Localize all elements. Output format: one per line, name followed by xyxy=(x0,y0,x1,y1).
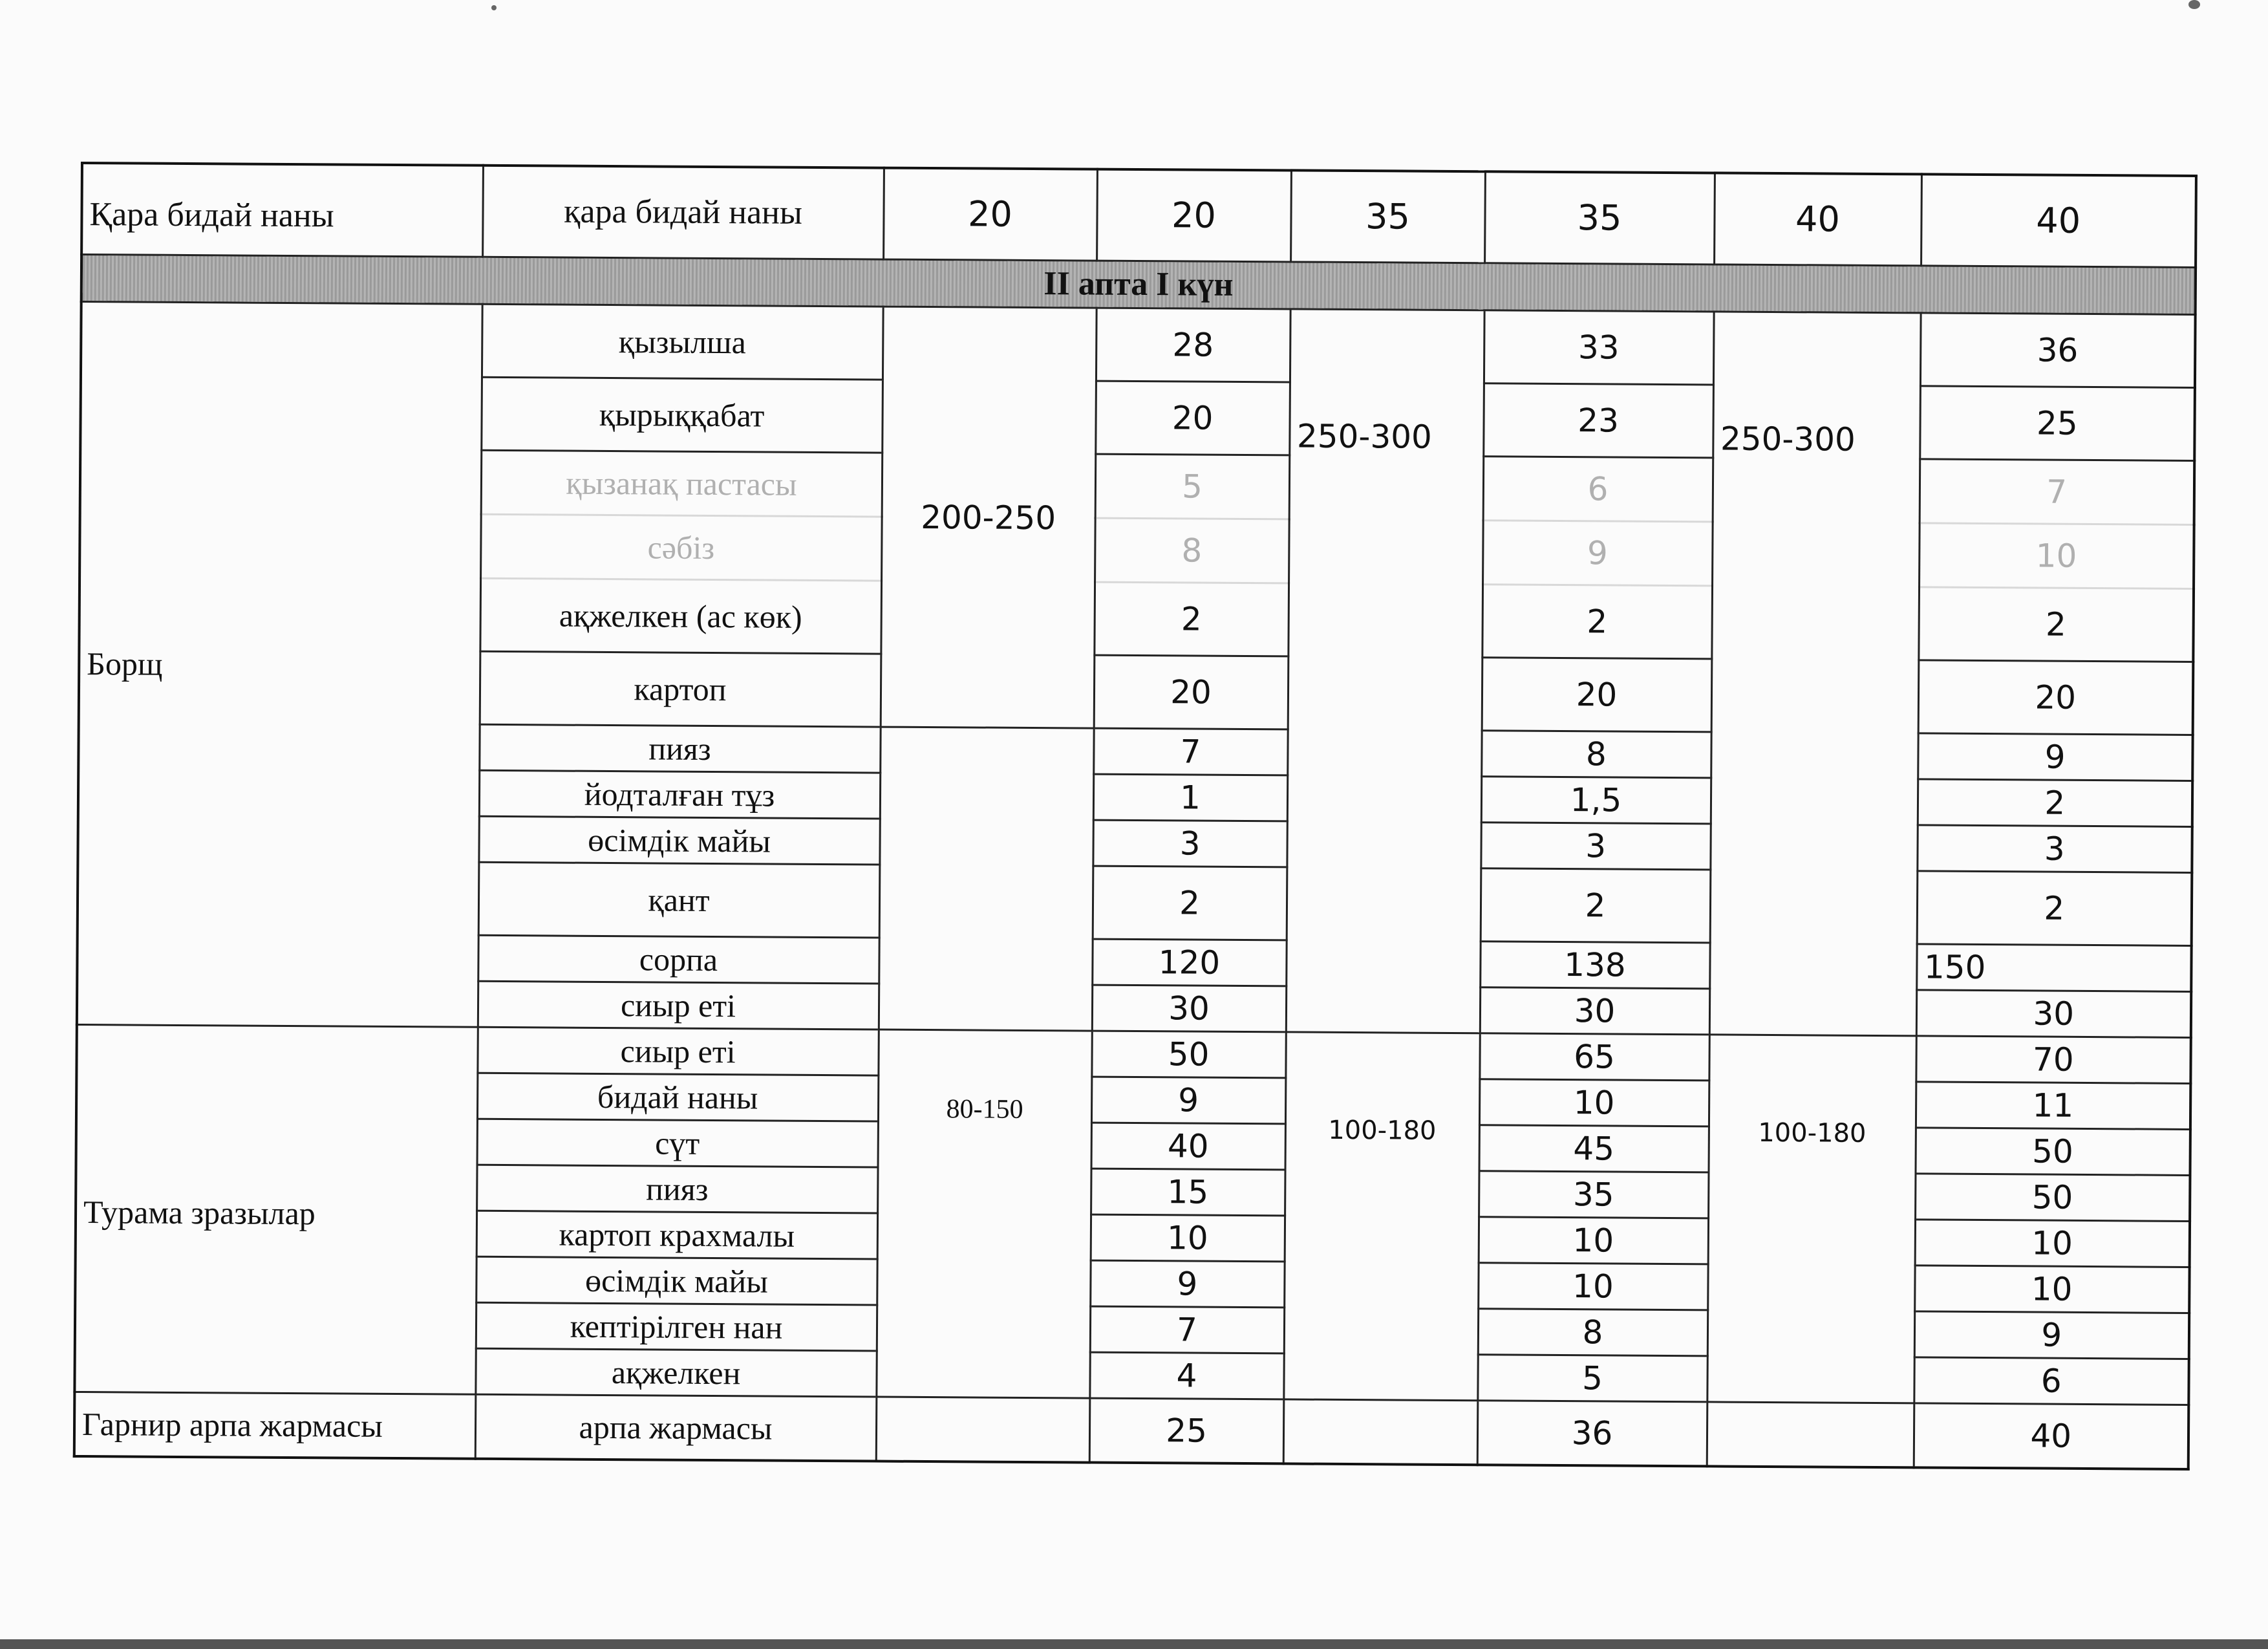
scan-speck xyxy=(2188,0,2200,9)
dish-name: Борщ xyxy=(77,302,482,1028)
ingredient-name: қырыққабат xyxy=(481,377,883,453)
value-cell: 9 xyxy=(1482,521,1713,586)
value-cell: 20 xyxy=(1482,658,1712,732)
table-row xyxy=(81,302,2196,388)
value-cell: 36 xyxy=(1477,1401,1707,1467)
value-cell: 11 xyxy=(1916,1082,2190,1130)
value-cell: 2 xyxy=(1918,779,2192,827)
week-day-title: II апта I күн xyxy=(81,255,2196,315)
ingredient-name: картоп крахмалы xyxy=(476,1211,877,1259)
value-cell: 50 xyxy=(1091,1031,1285,1078)
value-cell: 150 xyxy=(1916,944,2191,992)
value-cell: 1 xyxy=(1093,774,1287,821)
value-cell: 33 xyxy=(1484,310,1714,385)
value-cell: 40 xyxy=(1714,173,1921,265)
scan-edge xyxy=(0,1639,2268,1649)
ingredient-name: ақжелкен (ас көк) xyxy=(480,578,881,654)
value-cell: 3 xyxy=(1093,820,1287,867)
value-cell: 2 xyxy=(1917,871,2192,946)
empty-cell xyxy=(876,1397,1090,1463)
value-cell: 35 xyxy=(1290,170,1485,263)
table-row xyxy=(74,1392,2189,1469)
value-cell: 8 xyxy=(1481,731,1711,778)
ingredient-name: кептірілген нан xyxy=(476,1302,877,1351)
value-cell: 10 xyxy=(1914,1266,2189,1313)
value-cell: 2 xyxy=(1918,587,2194,662)
empty-cell xyxy=(1283,1399,1478,1465)
value-cell: 120 xyxy=(1092,939,1286,986)
value-cell: 3 xyxy=(1481,823,1710,870)
value-cell: 4 xyxy=(1089,1352,1283,1399)
ingredient-name: сиыр еті xyxy=(478,981,879,1029)
value-cell: 6 xyxy=(1483,457,1713,522)
ingredient-name: пияз xyxy=(479,724,880,773)
portion-range: 200-250 xyxy=(881,307,1097,728)
value-cell: 10 xyxy=(1091,1214,1285,1262)
value-cell: 65 xyxy=(1479,1033,1709,1081)
dish-name: Гарнир арпа жармасы xyxy=(74,1392,476,1458)
value-cell: 30 xyxy=(1092,985,1286,1032)
value-cell: 7 xyxy=(1090,1306,1284,1353)
portion-range: 100-180 xyxy=(1707,1035,1916,1403)
ingredient-name: қызанақ пастасы xyxy=(481,450,883,517)
value-cell: 30 xyxy=(1480,987,1709,1035)
value-cell: 5 xyxy=(1095,454,1290,519)
value-cell: 70 xyxy=(1916,1036,2190,1084)
ingredient-name: арпа жармасы xyxy=(475,1394,877,1461)
empty-cell xyxy=(1707,1402,1914,1467)
value-cell: 40 xyxy=(1921,174,2196,267)
dish-name: Турама зразылар xyxy=(74,1024,477,1394)
value-cell: 25 xyxy=(1089,1398,1284,1463)
value-cell: 50 xyxy=(1915,1174,2190,1222)
ingredient-name: қант xyxy=(478,862,880,938)
value-cell: 20 xyxy=(1918,660,2194,735)
value-cell: 6 xyxy=(1914,1357,2188,1405)
value-cell: 30 xyxy=(1916,990,2191,1038)
value-cell: 10 xyxy=(1919,523,2194,589)
value-cell: 2 xyxy=(1094,582,1289,656)
value-cell: 9 xyxy=(1091,1077,1285,1124)
value-cell: 23 xyxy=(1483,383,1713,458)
value-cell: 10 xyxy=(1479,1217,1708,1264)
value-cell: 2 xyxy=(1481,868,1711,943)
ingredient-name: сүт xyxy=(477,1119,878,1167)
empty-cell xyxy=(879,727,1094,1031)
value-cell: 40 xyxy=(1091,1123,1285,1170)
portion-range: 80-150 xyxy=(876,1029,1091,1398)
portion-range: 250-300 xyxy=(1709,312,1921,1036)
value-cell: 10 xyxy=(1478,1263,1707,1310)
portion-range: 250-300 xyxy=(1286,309,1484,1033)
value-cell: 20 xyxy=(1097,169,1291,262)
value-cell: 20 xyxy=(1094,655,1289,729)
value-cell: 2 xyxy=(1093,866,1287,940)
value-cell: 35 xyxy=(1479,1171,1708,1218)
document-page xyxy=(72,162,2195,1613)
value-cell: 45 xyxy=(1479,1125,1709,1172)
ingredient-name: қызылша xyxy=(482,304,883,380)
value-cell: 5 xyxy=(1477,1355,1707,1402)
value-cell: 25 xyxy=(1920,386,2195,461)
value-cell: 2 xyxy=(1482,585,1712,659)
value-cell: 1,5 xyxy=(1481,777,1711,824)
value-cell: 7 xyxy=(1093,728,1287,775)
ingredient-name: өсімдік майы xyxy=(478,816,879,865)
value-cell: 35 xyxy=(1484,171,1715,264)
value-cell: 9 xyxy=(1090,1260,1284,1308)
value-cell: 15 xyxy=(1091,1169,1285,1216)
ingredient-name: қара бидай наны xyxy=(482,166,884,259)
dish-name: Қара бидай наны xyxy=(81,163,483,257)
value-cell: 50 xyxy=(1915,1128,2190,1176)
value-cell: 138 xyxy=(1480,942,1709,989)
value-cell: 28 xyxy=(1096,308,1290,382)
ingredient-name: ақжелкен xyxy=(475,1348,876,1397)
ingredient-name: сәбіз xyxy=(480,514,882,581)
value-cell: 9 xyxy=(1914,1311,2189,1359)
ingredient-name: өсімдік майы xyxy=(476,1256,877,1305)
scan-speck xyxy=(491,5,497,10)
ingredient-name: сорпа xyxy=(478,935,879,984)
value-cell: 10 xyxy=(1479,1079,1709,1126)
value-cell: 36 xyxy=(1920,313,2196,388)
value-cell: 40 xyxy=(1914,1403,2189,1469)
value-cell: 9 xyxy=(1918,733,2192,781)
value-cell: 20 xyxy=(1095,381,1290,455)
ingredient-name: пияз xyxy=(476,1165,877,1213)
value-cell: 7 xyxy=(1920,459,2195,525)
value-cell: 8 xyxy=(1478,1309,1707,1356)
ingredient-name: сиыр еті xyxy=(477,1027,878,1075)
bread-row xyxy=(81,163,2196,267)
value-cell: 8 xyxy=(1095,518,1289,583)
ingredient-name: картоп xyxy=(480,651,881,727)
value-cell: 10 xyxy=(1915,1220,2190,1267)
value-cell: 3 xyxy=(1917,825,2192,873)
ingredient-name: бидай наны xyxy=(477,1073,878,1121)
value-cell: 20 xyxy=(883,168,1097,261)
portion-range: 100-180 xyxy=(1283,1032,1479,1401)
menu-table xyxy=(73,162,2198,1471)
ingredient-name: йодталған тұз xyxy=(479,770,880,819)
